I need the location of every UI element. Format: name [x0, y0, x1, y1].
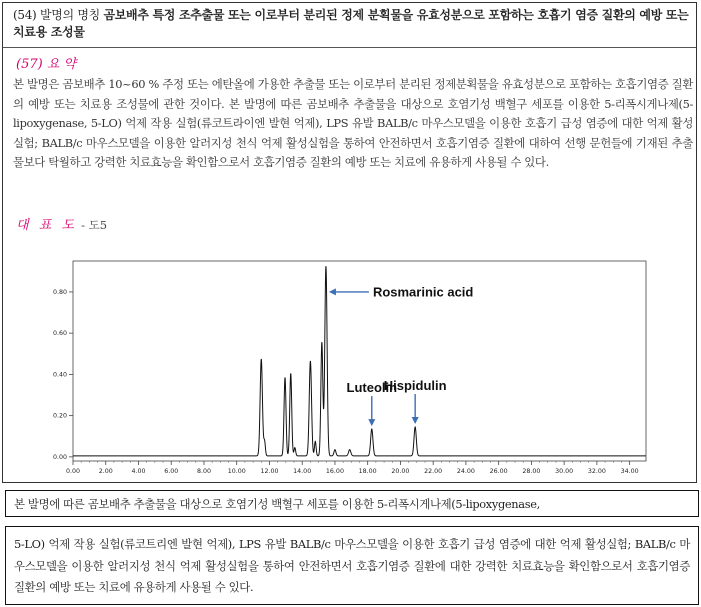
title-row [3, 3, 696, 48]
caption-line-box: 본 발명에 따른 곰보배추 추출물을 대상으로 호염기성 백혈구 세포를 이용한 5-리폭시게나제(5-lipoxygenase, [5, 490, 699, 517]
annotation-arrow-head [412, 417, 419, 424]
x-tick-label: 22.00 [424, 468, 443, 475]
title-number: (54) 발명의 명칭 [13, 8, 100, 22]
plot-frame [73, 261, 646, 461]
x-tick-label: 30.00 [555, 468, 574, 475]
y-tick-label: 0.00 [52, 453, 67, 461]
x-tick-label: 8.00 [196, 468, 211, 475]
abstract-body: 본 발명은 곰보배추 10~60 % 주정 또는 에탄올에 가용한 추출물 또는 이로부터 분리된 정제분획물을 유효성분으로 포함하는 호흡기염증 질환의 예방 또는 치료용 조성물에 관한 것이다. 본 발명에 따른 곰보배추 추출물을 대상으로 호염기성 백혈구 세포를 이용한 5-리폭시게나제(5-lipoxygenase, 5-LO) 억제 작용 실험(류코트라이엔 발현 억제), LPS 유발 BALB/c 마우스모델을 이용한 호흡기 급성 염증에 대한 억제 활성실험; BALB/c 마우스모델을 이용한 알러지성 천식 억제 활성실험을 통하여 안전하면서 호흡기염증 질환에 대하여 선행 문헌들에 기재된 추출물보다 탁월하고 강력한 치료효능을 확인함으로서 호흡기염증 질환의 예방 또는 치료에 유용하게 사용될 수 있다. [13, 77, 693, 170]
x-tick-label: 12.00 [260, 468, 279, 475]
representative-figure-row [16, 214, 107, 233]
chromatogram-chart [31, 255, 661, 483]
y-tick-label: 0.20 [52, 412, 67, 420]
x-tick-label: 20.00 [391, 468, 410, 475]
peak-label-luteolin: Luteolin [346, 380, 398, 396]
x-tick-label: 18.00 [358, 468, 377, 475]
x-tick-label: 34.00 [620, 468, 639, 475]
abstract-heading: (57) 요 약 [16, 57, 77, 72]
x-tick-label: 28.00 [522, 468, 541, 475]
peak-label-hispidulin: Hispidulin [383, 378, 447, 394]
title-text: 곰보배추 특정 조추출물 또는 이로부터 분리된 정제 분획물을 유효성분으로 포함하는 호흡기 염증 질환의 예방 또는 치료용 조성물 [13, 8, 689, 39]
annotation-arrow-head [368, 419, 375, 426]
x-tick-label: 6.00 [164, 468, 179, 475]
representative-label: 대 표 도 [16, 218, 77, 233]
annotation-arrow-head [329, 288, 336, 295]
y-tick-label: 0.60 [52, 330, 67, 338]
x-tick-label: 24.00 [456, 468, 475, 475]
x-tick-label: 32.00 [587, 468, 606, 475]
x-tick-label: 26.00 [489, 468, 508, 475]
x-tick-label: 2.00 [98, 468, 113, 475]
x-tick-label: 0.00 [65, 468, 81, 475]
caption-body-box: 5-LO) 억제 작용 실험(류코트리엔 발현 억제), LPS 유발 BALB/c 마우스모델을 이용한 호흡기 급성 염증에 대한 억제 활성실험; BALB/c 마우스모델을 이용한 알러지성 천식 억제 활성실험을 통하여 안전하면서 호흡기염증 질환에 대한 강력한 치료효능을 확인함으로서 호흡기염증 질환의 예방 또는 치료에 유용하게 사용될 수 있다. [5, 526, 699, 605]
x-tick-label: 4.00 [131, 468, 146, 475]
invention-title [13, 7, 693, 41]
patent-summary-box [2, 2, 697, 483]
x-tick-label: 16.00 [325, 468, 344, 475]
representative-value: - 도5 [81, 218, 108, 232]
x-tick-label: 14.00 [293, 468, 312, 475]
y-tick-label: 0.40 [52, 371, 67, 379]
x-tick-label: 10.00 [227, 468, 246, 475]
chromatogram-svg [31, 255, 661, 483]
chromatogram-trace [73, 266, 646, 456]
y-tick-label: 0.80 [52, 288, 67, 296]
peak-label-rosmarinic-acid: Rosmarinic acid [372, 284, 474, 300]
